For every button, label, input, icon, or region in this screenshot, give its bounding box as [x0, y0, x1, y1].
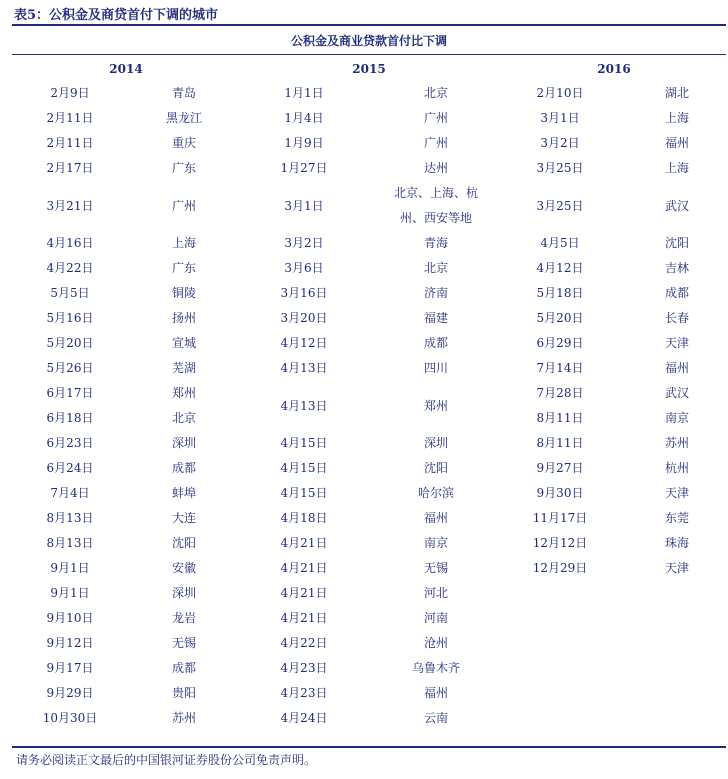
date-2014: 9月1日 [50, 561, 90, 575]
date-2016: 9月30日 [536, 486, 584, 500]
table-title: 公积金及商业贷款首付比下调 [290, 34, 447, 48]
date-2014: 6月23日 [46, 436, 94, 450]
date-2014: 2月9日 [50, 86, 90, 100]
city-2014: 沈阳 [171, 536, 196, 550]
city-2014: 龙岩 [171, 611, 196, 625]
city-2015: 乌鲁木齐 [411, 661, 460, 675]
city-2015: 福州 [423, 511, 448, 525]
city-2015: 达州 [423, 161, 448, 175]
header-rule [12, 54, 726, 55]
date-2016: 8月11日 [536, 411, 584, 425]
date-2016: 7月14日 [536, 361, 584, 375]
city-2014: 广东 [171, 261, 196, 275]
date-2014: 5月5日 [50, 286, 90, 300]
date-2015: 3月1日 [284, 199, 324, 213]
date-2014: 9月29日 [46, 686, 94, 700]
city-2015: 成都 [423, 336, 448, 350]
city-2014: 北京 [171, 411, 196, 425]
date-2016: 6月29日 [536, 336, 584, 350]
city-2016: 武汉 [664, 199, 689, 213]
city-2014: 成都 [171, 661, 196, 675]
city-2016: 珠海 [664, 536, 689, 550]
city-2015: 青海 [423, 236, 448, 250]
date-2015: 4月12日 [280, 336, 328, 350]
city-2015: 南京 [423, 536, 448, 550]
city-2015: 深圳 [423, 436, 448, 450]
date-2015: 4月15日 [280, 486, 328, 500]
date-2015: 3月20日 [280, 311, 328, 325]
date-2016: 5月20日 [536, 311, 584, 325]
date-2016: 4月12日 [536, 261, 584, 275]
date-2016: 4月5日 [540, 236, 580, 250]
date-2015: 4月15日 [280, 461, 328, 475]
city-2015: 广州 [423, 136, 448, 150]
city-2014: 重庆 [171, 136, 196, 150]
date-2014: 10月30日 [42, 711, 98, 725]
city-2016: 天津 [664, 486, 689, 500]
date-2016: 11月17日 [532, 511, 588, 525]
date-2015: 4月18日 [280, 511, 328, 525]
city-2015: 郑州 [423, 399, 448, 413]
city-2016: 成都 [664, 286, 689, 300]
city-2014: 郑州 [171, 386, 196, 400]
city-2015: 河北 [423, 586, 448, 600]
date-2014: 4月16日 [46, 236, 94, 250]
city-2016: 杭州 [664, 461, 689, 475]
city-2015: 沈阳 [423, 461, 448, 475]
city-2015: 北京 [423, 261, 448, 275]
city-2014: 上海 [171, 236, 196, 250]
city-2016: 福州 [664, 361, 689, 375]
city-2016: 吉林 [664, 261, 689, 275]
date-2015: 4月23日 [280, 661, 328, 675]
city-2016: 南京 [664, 411, 689, 425]
date-2015: 3月2日 [284, 236, 324, 250]
city-2014: 苏州 [171, 711, 196, 725]
city-2014: 深圳 [171, 436, 196, 450]
city-2014: 无锡 [171, 636, 196, 650]
city-2014: 广东 [171, 161, 196, 175]
date-2015: 4月15日 [280, 436, 328, 450]
city-2016: 沈阳 [664, 236, 689, 250]
city-2016: 东莞 [664, 511, 689, 525]
city-2016: 长春 [664, 311, 689, 325]
footer-disclaimer: 请务必阅读正文最后的中国银河证券股份公司免责声明。 [16, 753, 317, 767]
city-2015: 云南 [423, 711, 448, 725]
city-2015: 哈尔滨 [417, 486, 454, 500]
city-2014: 宣城 [171, 336, 196, 350]
date-2014: 9月17日 [46, 661, 94, 675]
date-2015: 4月24日 [280, 711, 328, 725]
city-2014: 铜陵 [171, 286, 196, 300]
title-rule [12, 24, 726, 26]
city-2014: 安徽 [171, 561, 196, 575]
city-2016: 武汉 [664, 386, 689, 400]
city-2016: 天津 [664, 336, 689, 350]
footer-rule [12, 746, 726, 748]
city-2016: 上海 [664, 161, 689, 175]
date-2016: 3月2日 [540, 136, 580, 150]
city-2014: 芜湖 [171, 361, 196, 375]
city-2016: 湖北 [664, 86, 689, 100]
date-2016: 12月29日 [532, 561, 588, 575]
date-2014: 5月20日 [46, 336, 94, 350]
year-2015: 2015 [352, 62, 386, 76]
date-2015: 4月13日 [280, 361, 328, 375]
date-2014: 8月13日 [46, 511, 94, 525]
city-2015: 北京 [423, 86, 448, 100]
city-2016: 福州 [664, 136, 689, 150]
date-2016: 9月27日 [536, 461, 584, 475]
date-2015: 1月1日 [284, 86, 324, 100]
city-2015: 广州 [423, 111, 448, 125]
date-2016: 3月1日 [540, 111, 580, 125]
date-2014: 6月17日 [46, 386, 94, 400]
city-2014: 广州 [171, 199, 196, 213]
date-2015: 3月16日 [280, 286, 328, 300]
date-2015: 4月21日 [280, 586, 328, 600]
city-2015: 河南 [423, 611, 448, 625]
city-2016: 苏州 [664, 436, 689, 450]
city-2015: 北京、上海、杭州、西安等地 [393, 186, 478, 225]
date-2014: 9月10日 [46, 611, 94, 625]
date-2015: 3月6日 [284, 261, 324, 275]
date-2016: 3月25日 [536, 161, 584, 175]
city-2014: 蚌埠 [171, 486, 196, 500]
date-2016: 5月18日 [536, 286, 584, 300]
city-2014: 深圳 [171, 586, 196, 600]
city-2014: 扬州 [171, 311, 196, 325]
city-2015: 福州 [423, 686, 448, 700]
date-2014: 9月1日 [50, 586, 90, 600]
city-2015: 福建 [423, 311, 448, 325]
date-2015: 4月21日 [280, 536, 328, 550]
date-2014: 8月13日 [46, 536, 94, 550]
date-2014: 6月24日 [46, 461, 94, 475]
city-2015: 无锡 [423, 561, 448, 575]
page-title: 表5：公积金及商贷首付下调的城市 [14, 8, 219, 23]
date-2014: 5月16日 [46, 311, 94, 325]
date-2015: 4月21日 [280, 561, 328, 575]
city-2014: 青岛 [171, 86, 196, 100]
date-2014: 3月21日 [46, 199, 94, 213]
date-2014: 4月22日 [46, 261, 94, 275]
date-2014: 2月11日 [46, 111, 94, 125]
city-2014: 成都 [171, 461, 196, 475]
year-2014: 2014 [109, 62, 143, 76]
date-2016: 3月25日 [536, 199, 584, 213]
city-2015: 济南 [423, 286, 448, 300]
date-2016: 2月10日 [536, 86, 584, 100]
date-2014: 7月4日 [50, 486, 90, 500]
date-2015: 4月21日 [280, 611, 328, 625]
date-2015: 1月9日 [284, 136, 324, 150]
date-2016: 8月11日 [536, 436, 584, 450]
date-2016: 7月28日 [536, 386, 584, 400]
city-2014: 黑龙江 [165, 111, 202, 125]
date-2014: 5月26日 [46, 361, 94, 375]
date-2016: 12月12日 [532, 536, 588, 550]
city-2015: 四川 [423, 361, 448, 375]
date-2015: 1月27日 [280, 161, 328, 175]
city-2016: 天津 [664, 561, 689, 575]
city-2016: 上海 [664, 111, 689, 125]
city-2015: 沧州 [423, 636, 448, 650]
date-2015: 4月13日 [280, 399, 328, 413]
date-2015: 1月4日 [284, 111, 324, 125]
date-2014: 2月17日 [46, 161, 94, 175]
date-2014: 9月12日 [46, 636, 94, 650]
date-2015: 4月22日 [280, 636, 328, 650]
date-2014: 6月18日 [46, 411, 94, 425]
date-2015: 4月23日 [280, 686, 328, 700]
date-2014: 2月11日 [46, 136, 94, 150]
city-2014: 大连 [171, 511, 196, 525]
year-2016: 2016 [597, 62, 631, 76]
city-2014: 贵阳 [171, 686, 196, 700]
